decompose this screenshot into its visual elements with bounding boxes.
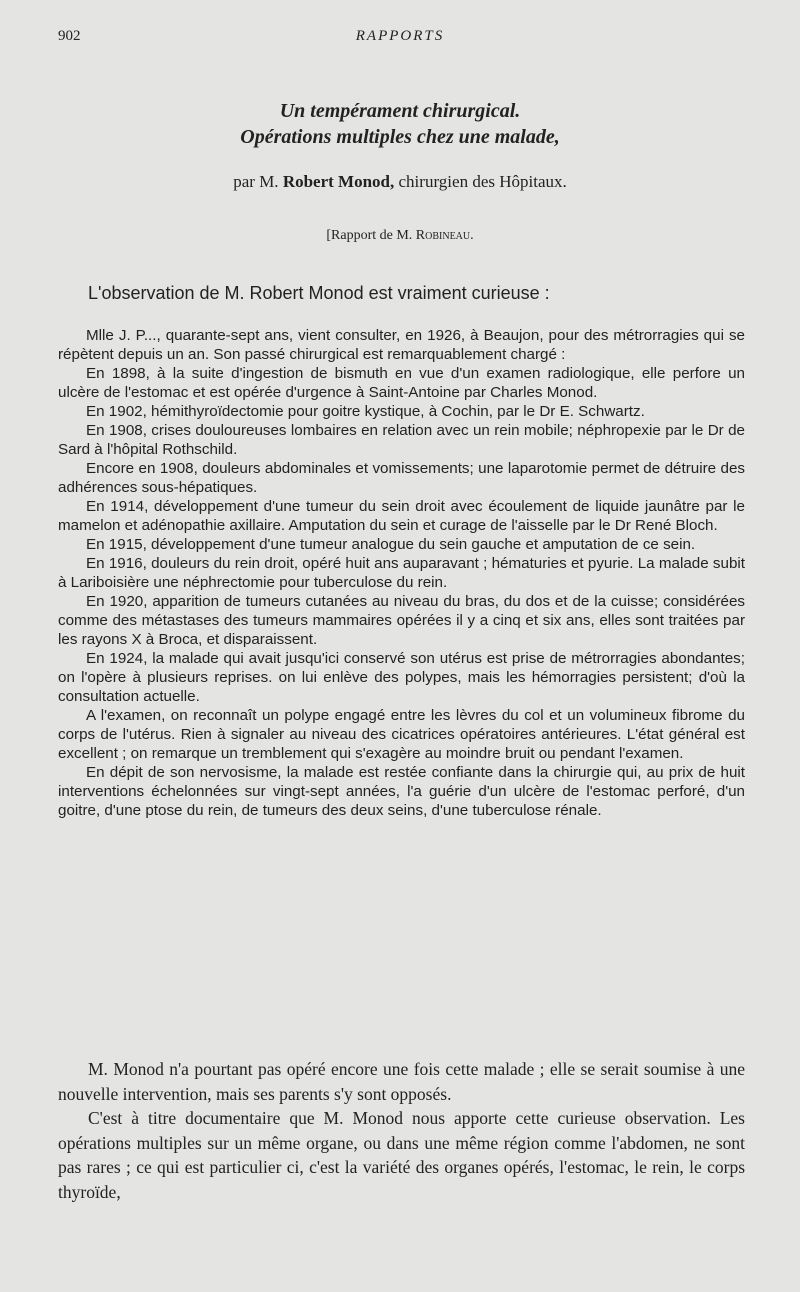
author-prefix: par M. — [233, 172, 279, 191]
case-report — [58, 326, 745, 820]
title-line-2: Opérations multiples chez une malade, — [240, 126, 560, 148]
case-paragraph: En 1908, crises douloureuses lombaires en relation avec un rein mobile; néphropexie par le Dr de Sard à l'hôpital Rothschild. — [58, 422, 745, 458]
title-line-1: Un tempérament chirurgical. — [279, 100, 521, 122]
reporter-prefix: [Rapport de M. — [326, 228, 413, 243]
author-line — [58, 172, 742, 192]
author-name: Robert Monod, — [282, 172, 395, 191]
case-paragraph: En 1898, à la suite d'ingestion de bismuth en vue d'un examen radiologique, elle perfore un ulcère de l'estomac et est opérée d'urgence à Saint-Antoine par Charles Monod. — [58, 365, 745, 401]
reporter-name: Robineau. — [415, 228, 474, 243]
case-paragraph: En 1915, développement d'une tumeur analogue du sein gauche et amputation de ce sein. — [86, 536, 696, 553]
case-paragraph: En 1916, douleurs du rein droit, opéré huit ans auparavant ; hématuries et pyurie. La malade subit à Lariboisière une néphrectomie pour tuberculose du rein. — [58, 555, 745, 591]
page-number: 902 — [58, 28, 81, 44]
case-paragraph: En 1924, la malade qui avait jusqu'ici conservé son utérus est prise de métrorragies abondantes; on l'opère à plusieurs reprises. on lui enlève des polypes, mais les hémorragies persistent; d'où la consultation actuelle. — [58, 650, 745, 705]
running-title: RAPPORTS — [355, 28, 445, 44]
case-paragraph: En dépit de son nervosisme, la malade est restée confiante dans la chirurgie qui, au prix de huit interventions échelonnées sur vingt-sept années, l'a guérie d'un ulcère de l'estomac perforé, d'un goitre, d'une ptose du rein, de tumeurs des deux seins, d'une tuberculose rénale. — [58, 764, 745, 819]
commentary-paragraph: C'est à titre documentaire que M. Monod nous apporte cette curieuse observation. Les opérations multiples sur un même organe, ou dans une même région comme l'abdomen, ne sont pas rares ; ce qui est particulier ci, c'est la variété des organes opérés, l'estomac, le rein, le corps thyroïde, — [58, 1108, 745, 1202]
intro-sentence: L'observation de M. Robert Monod est vraiment curieuse : — [88, 283, 550, 303]
running-header — [58, 28, 742, 50]
case-paragraph: A l'examen, on reconnaît un polype engagé entre les lèvres du col et un volumineux fibrome du corps de l'utérus. Rien à signaler au niveau des cicatrices opératoires antérieures. L'état général est excellent ; on remarque un tremblement qui s'exagère au moindre bruit ou pendant l'examen. — [58, 707, 745, 762]
case-paragraph: En 1914, développement d'une tumeur du sein droit avec écoulement de liquide jaunâtre par le mamelon et adénopathie axillaire. Amputation du sein et curage de l'aisselle par le Dr René Bloch. — [58, 498, 745, 534]
reporter-line — [58, 228, 742, 244]
article-title — [58, 98, 742, 150]
commentary — [58, 1057, 745, 1204]
case-paragraph: En 1902, hémithyroïdectomie pour goitre kystique, à Cochin, par le Dr E. Schwartz. — [86, 403, 645, 420]
commentary-paragraph: M. Monod n'a pourtant pas opéré encore une fois cette malade ; elle se serait soumise à une nouvelle intervention, mais ses parents s'y sont opposés. — [58, 1059, 745, 1104]
case-paragraph: Encore en 1908, douleurs abdominales et vomissements; une laparotomie permet de détruire des adhérences sous-hépatiques. — [58, 460, 745, 496]
author-suffix: chirurgien des Hôpitaux. — [398, 172, 567, 191]
case-paragraph: Mlle J. P..., quarante-sept ans, vient consulter, en 1926, à Beaujon, pour des métrorragies qui se répètent depuis un an. Son passé chirurgical est remarquablement chargé : — [58, 327, 745, 363]
case-paragraph: En 1920, apparition de tumeurs cutanées au niveau du bras, du dos et de la cuisse; considérées comme des métastases des tumeurs mammaires opérées il y a cinq et six ans, elles sont traitées par les rayons X à Broca, et disparaissent. — [58, 593, 745, 648]
